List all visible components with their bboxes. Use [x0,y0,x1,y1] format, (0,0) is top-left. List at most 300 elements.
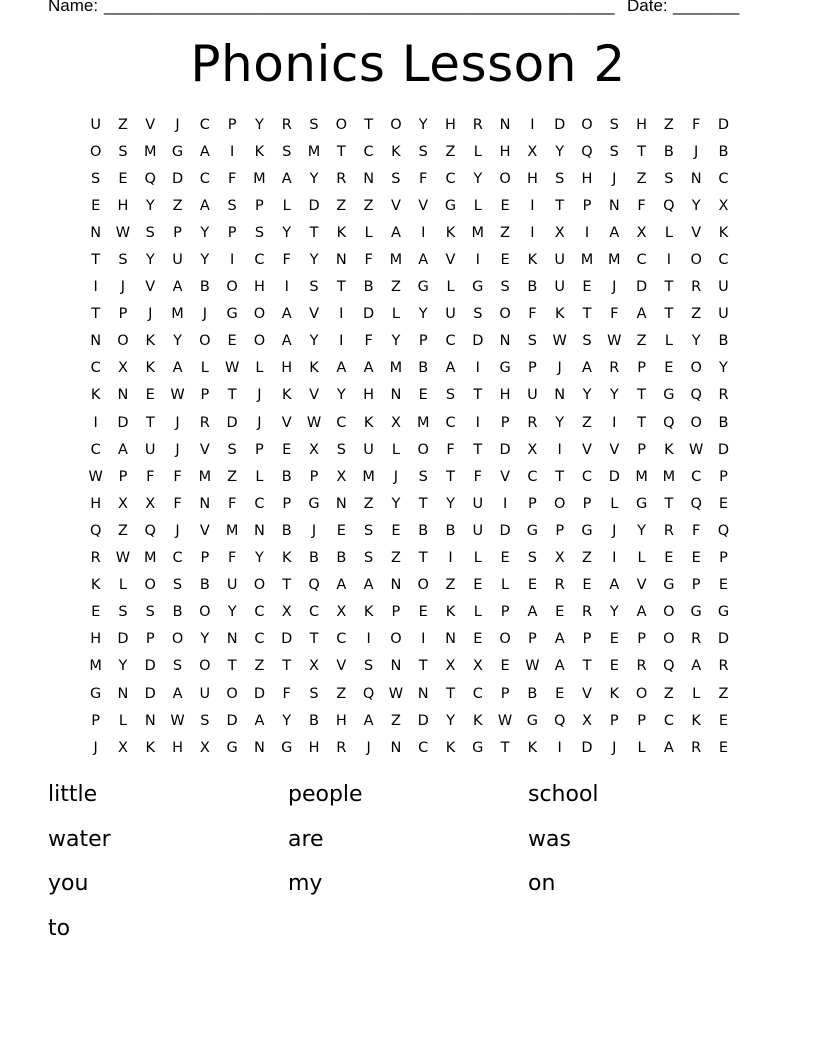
grid-letter: E [500,252,510,269]
grid-row [82,219,737,246]
grid-letter: R [90,550,101,567]
grid-letter: T [309,631,319,648]
grid-letter: U [472,522,484,539]
grid-letter: G [472,739,484,756]
grid-letter: D [499,522,511,539]
grid-letter: E [227,333,237,350]
grid-letter: A [172,685,183,702]
grid-letter: F [473,468,482,485]
grid-letter: D [363,306,375,323]
grid-letter: M [635,468,648,485]
grid-letter: N [144,712,156,729]
grid-letter: C [718,252,729,269]
grid-letter: O [253,306,266,323]
grid-letter: Z [445,577,456,594]
grid-letter: P [227,116,237,133]
grid-letter: T [555,197,565,214]
grid-letter: X [199,739,210,756]
grid-letter: E [664,550,674,567]
grid-letter: N [335,495,347,512]
grid-letter: P [719,550,728,567]
grid-letter: M [580,252,594,269]
grid-letter: O [171,631,184,648]
word-bank-item: people [288,782,363,807]
grid-letter: I [502,495,508,512]
grid-letter: W [689,441,704,458]
name-field-line: ______________________________________________________ [104,0,615,15]
grid-letter: H [90,495,102,512]
grid-letter: C [172,550,183,567]
grid-letter: S [172,577,183,594]
grid-letter: I [475,252,480,269]
grid-letter: B [418,360,429,377]
grid-letter: L [255,360,264,377]
grid-letter: Z [718,685,729,702]
grid-letter: Z [390,712,401,729]
grid-letter: B [718,414,729,431]
grid-letter: L [391,441,400,458]
grid-letter: J [257,387,262,404]
grid-letter: T [418,550,428,567]
grid-letter: Z [390,279,401,296]
grid-letter: Y [719,360,728,377]
grid-letter: U [172,252,183,269]
grid-letter: G [281,739,293,756]
grid-letter: X [145,495,156,512]
grid-letter: N [499,116,511,133]
grid-letter: E [91,604,101,621]
grid-letter: G [417,279,429,296]
grid-letter: B [199,577,210,594]
grid-letter: Y [200,631,210,648]
grid-letter: K [145,360,155,377]
grid-letter: S [118,252,128,269]
grid-letter: N [499,333,511,350]
grid-letter: V [309,387,319,404]
grid-letter: D [417,712,429,729]
grid-letter: W [224,360,240,377]
grid-letter: T [145,414,155,431]
grid-letter: G [635,495,648,512]
grid-letter: V [445,252,456,269]
grid-letter: C [336,631,347,648]
grid-letter: C [581,468,593,485]
grid-row [82,436,737,463]
grid-letter: P [555,522,565,539]
date-label: Date: [627,0,668,15]
grid-letter: P [500,604,510,621]
grid-letter: W [115,224,131,241]
grid-letter: G [581,522,593,539]
grid-letter: O [581,116,593,133]
grid-letter: S [609,116,619,133]
word-bank-item: my [288,871,323,896]
grid-letter: Q [553,712,566,729]
grid-letter: O [663,604,675,621]
grid-letter: X [554,224,565,241]
grid-letter: Y [255,116,264,133]
grid-letter: W [497,712,513,729]
grid-letter: T [282,577,292,594]
grid-letter: T [91,252,101,269]
grid-letter: O [499,631,511,648]
grid-letter: I [421,631,426,648]
grid-letter: M [225,522,239,539]
grid-letter: M [143,143,157,160]
grid-letter: N [608,197,620,214]
grid-letter: I [284,279,289,296]
grid-letter: S [473,306,483,323]
grid-letter: P [173,224,182,241]
grid-letter: F [419,170,428,187]
grid-letter: I [666,252,672,269]
grid-letter: F [227,495,237,512]
grid-letter: S [309,116,319,133]
grid-letter: H [253,279,265,296]
grid-letter: T [227,658,237,675]
grid-row [82,409,737,436]
grid-letter: C [199,170,210,187]
grid-letter: Z [582,414,592,431]
grid-letter: P [200,387,210,404]
grid-letter: C [636,252,647,269]
grid-row [82,301,737,328]
grid-letter: E [282,441,292,458]
grid-letter: E [500,658,510,675]
grid-letter: K [145,333,155,350]
grid-letter: M [608,252,621,269]
grid-letter: D [117,631,129,648]
grid-letter: X [445,658,456,675]
grid-letter: E [555,604,565,621]
word-bank-item: little [48,782,98,807]
grid-letter: Q [144,170,156,187]
grid-letter: R [663,522,674,539]
grid-letter: B [336,550,347,567]
grid-letter: S [254,224,265,241]
grid-letter: A [117,441,128,458]
word-bank-item: are [288,826,324,852]
grid-letter: I [448,550,453,567]
grid-letter: S [418,468,428,485]
date-field-line: _______ [673,0,740,15]
grid-letter: Y [200,252,210,269]
grid-letter: T [473,441,483,458]
grid-letter: Y [637,522,647,539]
grid-letter: D [281,631,293,648]
grid-letter: C [418,739,429,756]
grid-letter: Q [690,387,702,404]
grid-letter: N [445,631,456,648]
word-bank-item: you [48,871,89,896]
grid-letter: R [636,658,647,675]
grid-letter: E [91,197,101,214]
grid-letter: E [582,577,592,594]
grid-letter: E [473,577,483,594]
grid-letter: S [391,170,401,187]
grid-letter: J [612,522,617,539]
grid-letter: T [418,658,428,675]
grid-letter: F [637,197,646,214]
grid-letter: Y [446,712,455,729]
grid-letter: M [389,252,403,269]
grid-letter: I [584,224,590,241]
grid-letter: J [175,116,180,133]
grid-letter: A [609,224,620,241]
grid-letter: T [637,414,647,431]
grid-letter: O [499,306,511,323]
grid-letter: A [363,360,374,377]
grid-row [82,707,737,734]
grid-letter: A [281,306,292,323]
grid-letter: V [145,116,156,133]
grid-letter: K [336,224,347,241]
grid-letter: Z [500,224,511,241]
grid-letter: X [527,441,538,458]
grid-letter: E [391,522,401,539]
word-bank [48,779,768,957]
grid-letter: T [336,143,346,160]
grid-letter: Y [145,197,155,214]
grid-letter: Y [227,604,237,621]
grid-letter: K [445,739,456,756]
grid-letter: P [200,550,210,567]
grid-letter: E [718,495,729,512]
grid-letter: S [364,522,374,539]
grid-letter: Q [581,143,593,160]
grid-letter: X [309,441,319,458]
grid-letter: M [198,468,212,485]
grid-letter: A [418,252,429,269]
grid-letter: T [473,387,483,404]
grid-letter: O [89,143,102,160]
grid-letter: L [692,685,701,702]
grid-letter: N [390,577,402,594]
grid-letter: C [445,414,456,431]
grid-letter: U [226,577,238,594]
grid-letter: B [309,550,319,567]
grid-letter: C [445,170,456,187]
grid-letter: T [664,279,674,296]
grid-letter: Y [336,387,346,404]
grid-letter: A [636,604,647,621]
grid-letter: R [527,414,538,431]
grid-letter: H [526,170,538,187]
grid-letter: O [199,658,211,675]
grid-letter: U [199,685,211,702]
grid-letter: Z [636,333,647,350]
grid-letter: R [609,360,620,377]
grid-letter: K [254,143,265,160]
grid-letter: L [282,197,291,214]
grid-row [82,626,737,653]
grid-letter: U [554,279,565,296]
grid-letter: J [175,522,180,539]
grid-letter: C [254,252,265,269]
grid-letter: S [282,143,292,160]
grid-letter: O [663,631,675,648]
grid-letter: U [718,306,729,323]
grid-letter: G [717,604,730,621]
grid-letter: K [691,712,701,729]
grid-letter: E [418,604,428,621]
grid-letter: T [336,279,346,296]
grid-letter: F [282,252,291,269]
grid-letter: W [388,685,404,702]
grid-letter: L [473,143,482,160]
grid-letter: M [307,143,321,160]
grid-letter: H [172,739,183,756]
grid-letter: L [446,279,455,296]
grid-letter: A [527,604,538,621]
grid-letter: O [199,333,211,350]
grid-letter: P [118,306,128,323]
grid-letter: A [281,170,292,187]
grid-letter: E [718,712,729,729]
grid-letter: H [445,116,456,133]
grid-letter: K [90,387,101,404]
grid-letter: Z [336,685,347,702]
grid-letter: K [473,712,483,729]
grid-letter: W [115,550,131,567]
grid-letter: P [500,414,510,431]
grid-letter: J [120,279,126,296]
grid-letter: H [499,143,511,160]
grid-letter: V [418,197,429,214]
grid-letter: B [199,279,210,296]
grid-letter: Y [555,414,565,431]
grid-letter: N [254,739,265,756]
grid-letter: S [664,170,674,187]
grid-row [82,192,737,219]
grid-letter: O [499,170,511,187]
grid-row [82,599,737,626]
grid-letter: P [582,631,592,648]
grid-letter: N [690,170,702,187]
grid-letter: X [336,468,347,485]
grid-letter: N [417,685,429,702]
grid-letter: R [691,279,702,296]
grid-letter: W [525,658,540,675]
grid-letter: T [364,116,374,133]
grid-letter: O [226,685,238,702]
grid-letter: I [339,333,344,350]
grid-letter: S [145,604,155,621]
grid-letter: Z [227,468,238,485]
grid-letter: C [527,468,538,485]
grid-letter: T [446,685,455,702]
grid-letter: Y [309,170,319,187]
grid-letter: G [526,522,539,539]
grid-letter: T [446,468,455,485]
grid-letter: S [91,170,101,187]
grid-letter: S [227,197,237,214]
grid-letter: O [635,685,648,702]
grid-letter: Z [691,306,702,323]
grid-letter: Q [690,495,702,512]
grid-letter: L [118,577,127,594]
grid-letter: N [554,387,566,404]
grid-letter: K [309,360,319,377]
grid-row [82,463,737,490]
grid-letter: T [664,495,674,512]
grid-letter: G [499,360,511,377]
grid-letter: O [226,279,238,296]
grid-letter: J [557,360,562,377]
grid-letter: T [227,387,237,404]
grid-letter: V [199,522,210,539]
grid-row [82,490,737,517]
grid-letter: P [391,604,401,621]
grid-letter: Y [418,116,428,133]
grid-letter: R [199,414,210,431]
grid-letter: T [664,306,674,323]
grid-row [82,355,737,382]
grid-letter: R [336,739,347,756]
grid-letter: V [145,279,156,296]
grid-letter: A [609,577,620,594]
grid-letter: M [253,170,266,187]
word-bank-item: was [528,826,571,852]
grid-letter: X [554,550,565,567]
grid-letter: O [335,116,348,133]
grid-letter: G [226,306,238,323]
grid-letter: Z [172,197,183,214]
grid-letter: D [636,279,648,296]
grid-letter: U [363,441,374,458]
grid-letter: Y [391,495,401,512]
grid-letter: V [636,577,647,594]
grid-letter: Y [282,224,292,241]
grid-letter: R [718,387,729,404]
grid-letter: P [609,712,619,729]
grid-letter: O [253,577,266,594]
grid-letter: Q [308,577,320,594]
grid-letter: I [421,224,426,241]
grid-letter: J [612,170,617,187]
grid-letter: X [582,712,592,729]
grid-letter: Y [200,224,210,241]
grid-letter: C [718,170,729,187]
grid-letter: R [581,604,593,621]
grid-letter: F [173,495,182,512]
grid-letter: U [144,441,156,458]
grid-letter: O [690,252,702,269]
grid-letter: C [199,116,210,133]
grid-letter: F [282,685,291,702]
grid-letter: L [364,224,373,241]
grid-letter: Y [609,604,619,621]
grid-letter: P [528,360,537,377]
grid-row [82,165,737,192]
grid-letter: C [254,604,265,621]
grid-letter: Z [582,550,592,567]
grid-letter: B [445,522,456,539]
grid-letter: F [173,468,182,485]
grid-letter: E [555,685,565,702]
grid-letter: H [499,387,511,404]
grid-letter: K [145,739,155,756]
grid-letter: J [612,739,617,756]
grid-letter: F [528,306,537,323]
grid-letter: A [554,631,565,648]
grid-letter: I [366,631,371,648]
grid-letter: A [663,739,674,756]
grid-letter: J [93,739,98,756]
word-bank-row [48,779,768,824]
grid-letter: I [530,224,535,241]
grid-letter: Y [118,658,128,675]
